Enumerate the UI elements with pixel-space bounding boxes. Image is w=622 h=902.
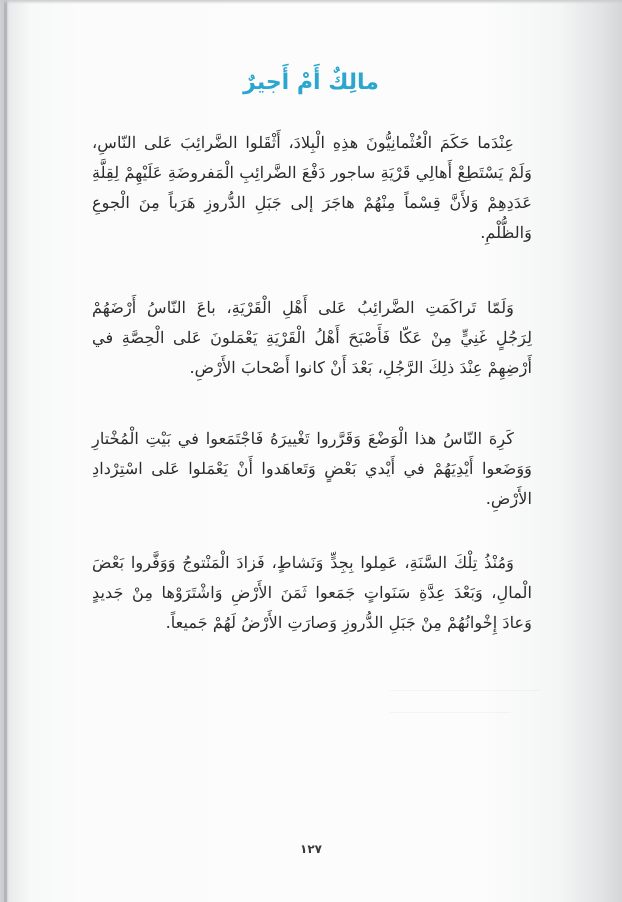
text-line: وَلَمْ يَسْتَطِعْ أَهالِي قَرْيَةِ ساجور دَفْعَ الضَّرائِبِ الْمَفروضَةِ عَلَيْهِمْ لِقِلَّةِ xyxy=(92,163,532,182)
text-line: كَرِهَ النّاسُ هذا الْوَضْعَ وَقَرَّروا تَغْييرَهُ فَاجْتَمَعوا في بَيْتِ الْمُخْتارِ xyxy=(92,429,514,448)
book-spine-shadow xyxy=(4,0,7,902)
page-top-edge xyxy=(0,0,622,4)
paragraph-3 xyxy=(92,424,532,514)
text-line: وَالظُّلْمِ. xyxy=(480,223,532,242)
text-line: وَلَمّا تَراكَمَتِ الضَّرائِبُ عَلى أَهْلِ الْقَرْيَةِ، باعَ النّاسُ أَرْضَهُمْ xyxy=(92,298,514,317)
text-line: عَدَدِهِمْ وَلأَنَّ قِسْماً مِنْهُمْ هاجَرَ إلى جَبَلِ الدُّروزِ هَرَباً مِنَ الْجوعِ xyxy=(92,193,532,212)
text-line: وَمُنْذُ تِلْكَ السَّنَةِ، عَمِلوا بِجِدٍّ وَنَشاطٍ، فَزادَ الْمَنْتوجُ وَوَفَّروا بَعْضَ xyxy=(92,553,514,572)
bleed-through-mark xyxy=(390,690,540,691)
text-line: أَرْضِهِمْ عِنْدَ ذلِكَ الرَّجُلِ، بَعْدَ أَنْ كانوا أَصْحابَ الأَرْضِ. xyxy=(189,358,532,377)
text-line: وَوَضَعوا أَيْدِيَهُمْ في أَيْدي بَعْضٍ وَتَعاهَدوا أَنْ يَعْمَلوا عَلى اسْتِرْدادِ xyxy=(92,459,532,478)
text-line: وَعادَ إِخْوانُهُمْ مِنْ جَبَلِ الدُّروزِ وَصارَتِ الأَرْضُ لَهُمْ جَميعاً. xyxy=(165,613,532,632)
paragraph-4 xyxy=(92,548,532,638)
paragraph-1 xyxy=(92,128,532,248)
text-line: الْمالِ، وَبَعْدَ عِدَّةِ سَنَواتٍ جَمَعوا ثَمَنَ الأَرْضِ وَاشْتَرَوْها مِنْ جَديدٍ xyxy=(92,583,532,602)
text-line: الأَرْضِ. xyxy=(485,489,532,508)
page-title: مالِكٌ أَمْ أَجيرٌ xyxy=(243,70,379,95)
page-number: ١٢٧ xyxy=(300,842,322,856)
text-line: لِرَجُلٍ غَنِيٍّ مِنْ عَكّا فَأَصْبَحَ أَهْلُ الْقَرْيَةِ يَعْمَلونَ عَلى الْحِصَّةِ في xyxy=(92,328,532,347)
paragraph-2 xyxy=(92,293,532,383)
bleed-through-mark xyxy=(390,712,510,713)
text-line: عِنْدَما حَكَمَ الْعُثْمانِيُّونَ هذِهِ الْبِلادَ، أَثْقَلوا الضَّرائِبَ عَلى النّاسِ، xyxy=(92,133,514,152)
